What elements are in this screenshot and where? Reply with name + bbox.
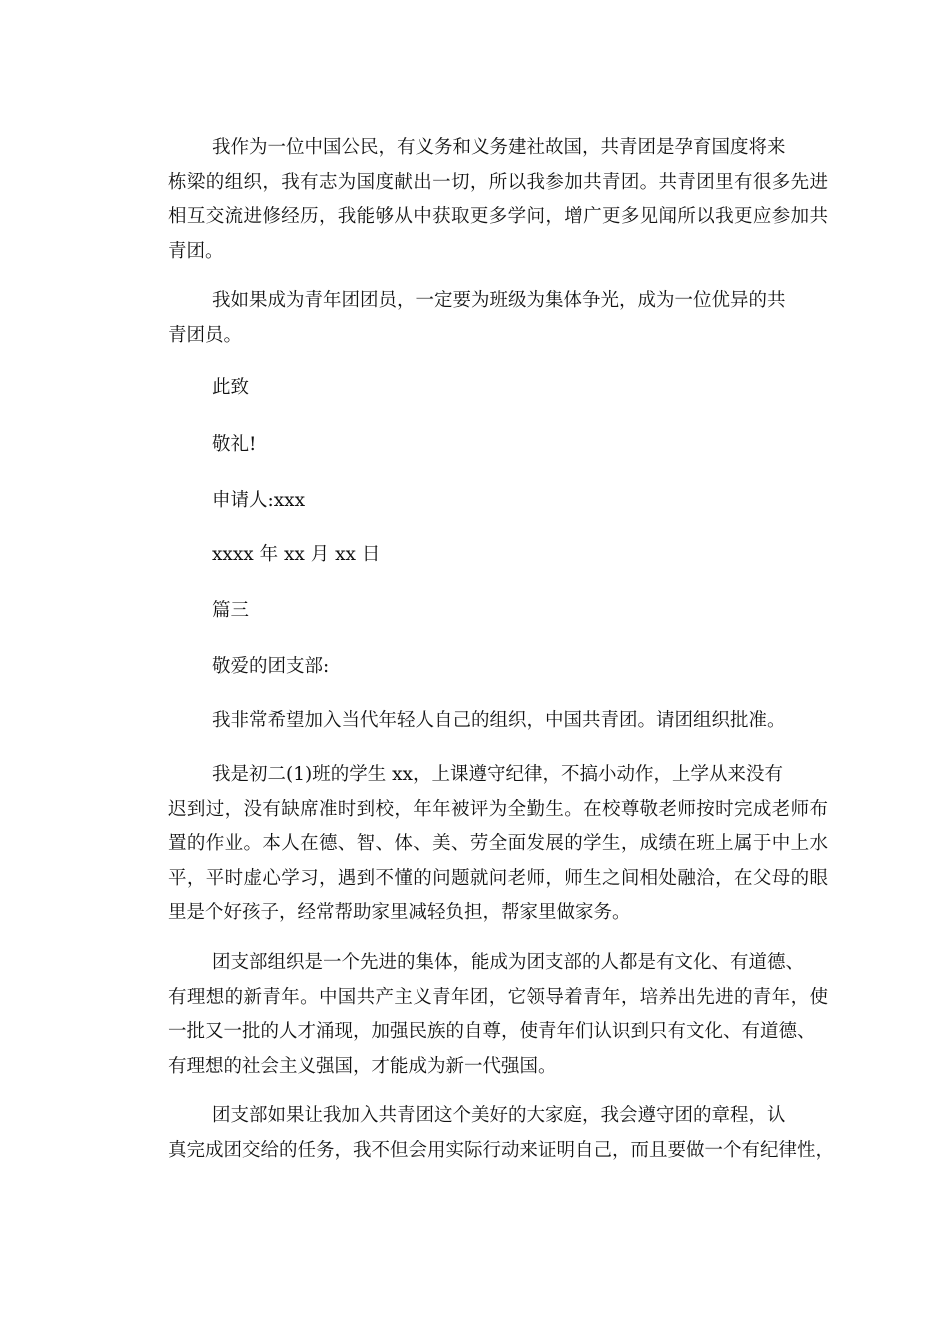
paragraph-line: 置的作业。本人在德、智、体、美、劳全面发展的学生，成绩在班上属于中上水 bbox=[168, 833, 828, 854]
paragraph-line: 一批又一批的人才涌现，加强民族的自尊，使青年们认识到只有文化、有道德、 bbox=[168, 1021, 816, 1042]
paragraph-line: 青团。 bbox=[168, 240, 224, 262]
section-heading: 篇三 bbox=[212, 600, 250, 621]
paragraph-5 bbox=[168, 946, 828, 1084]
closing-jingli: 敬礼! bbox=[212, 434, 257, 455]
paragraph-line: 真完成团交给的任务，我不但会用实际行动来证明自己，而且要做一个有纪律性， bbox=[168, 1139, 835, 1161]
paragraph-line: 相互交流进修经历，我能够从中获取更多学问，增广更多见闻所以我更应参加共 bbox=[168, 206, 828, 227]
paragraph-1 bbox=[168, 131, 828, 269]
paragraph-line: 我如果成为青年团团员，一定要为班级为集体争光，成为一位优异的共 bbox=[212, 290, 786, 311]
salutation: 敬爱的团支部: bbox=[212, 656, 330, 677]
paragraph-line: 平，平时虚心学习，遇到不懂的问题就问老师，师生之间相处融洽，在父母的眼 bbox=[168, 867, 828, 889]
paragraph-line: 我是初二(1)班的学生 xx，上课遵守纪律，不搞小动作，上学从来没有 bbox=[212, 764, 783, 785]
paragraph-line: 我非常希望加入当代年轻人自己的组织，中国共青团。请团组织批准。 bbox=[212, 710, 786, 731]
paragraph-line: 团支部组织是一个先进的集体，能成为团支部的人都是有文化、有道德、 bbox=[212, 952, 805, 973]
paragraph-line: 栋梁的组织，我有志为国度献出一切，所以我参加共青团。共青团里有很多先进 bbox=[168, 171, 828, 193]
paragraph-line: 青团员。 bbox=[168, 324, 243, 346]
closing-cizhi: 此致 bbox=[212, 377, 250, 398]
paragraph-6 bbox=[168, 1099, 835, 1168]
paragraph-line: 团支部如果让我加入共青团这个美好的大家庭，我会遵守团的章程，认 bbox=[212, 1105, 786, 1126]
paragraph-line: 有理想的新青年。中国共产主义青年团，它领导着青年，培养出先进的青年，使 bbox=[168, 986, 828, 1008]
paragraph-line: 有理想的社会主义强国，才能成为新一代强国。 bbox=[168, 1055, 557, 1077]
applicant-line: 申请人:xxx bbox=[212, 490, 306, 511]
paragraph-3 bbox=[168, 704, 828, 739]
paragraph-line: 我作为一位中国公民，有义务和义务建社故国，共青团是孕育国度将来 bbox=[212, 137, 786, 158]
paragraph-4 bbox=[168, 758, 828, 931]
date-line: xxxx 年 xx 月 xx 日 bbox=[212, 544, 381, 565]
paragraph-2 bbox=[168, 284, 828, 353]
paragraph-line: 里是个好孩子，经常帮助家里减轻负担，帮家里做家务。 bbox=[168, 902, 631, 923]
paragraph-line: 迟到过，没有缺席准时到校，年年被评为全勤生。在校尊敬老师按时完成老师布 bbox=[168, 798, 828, 820]
